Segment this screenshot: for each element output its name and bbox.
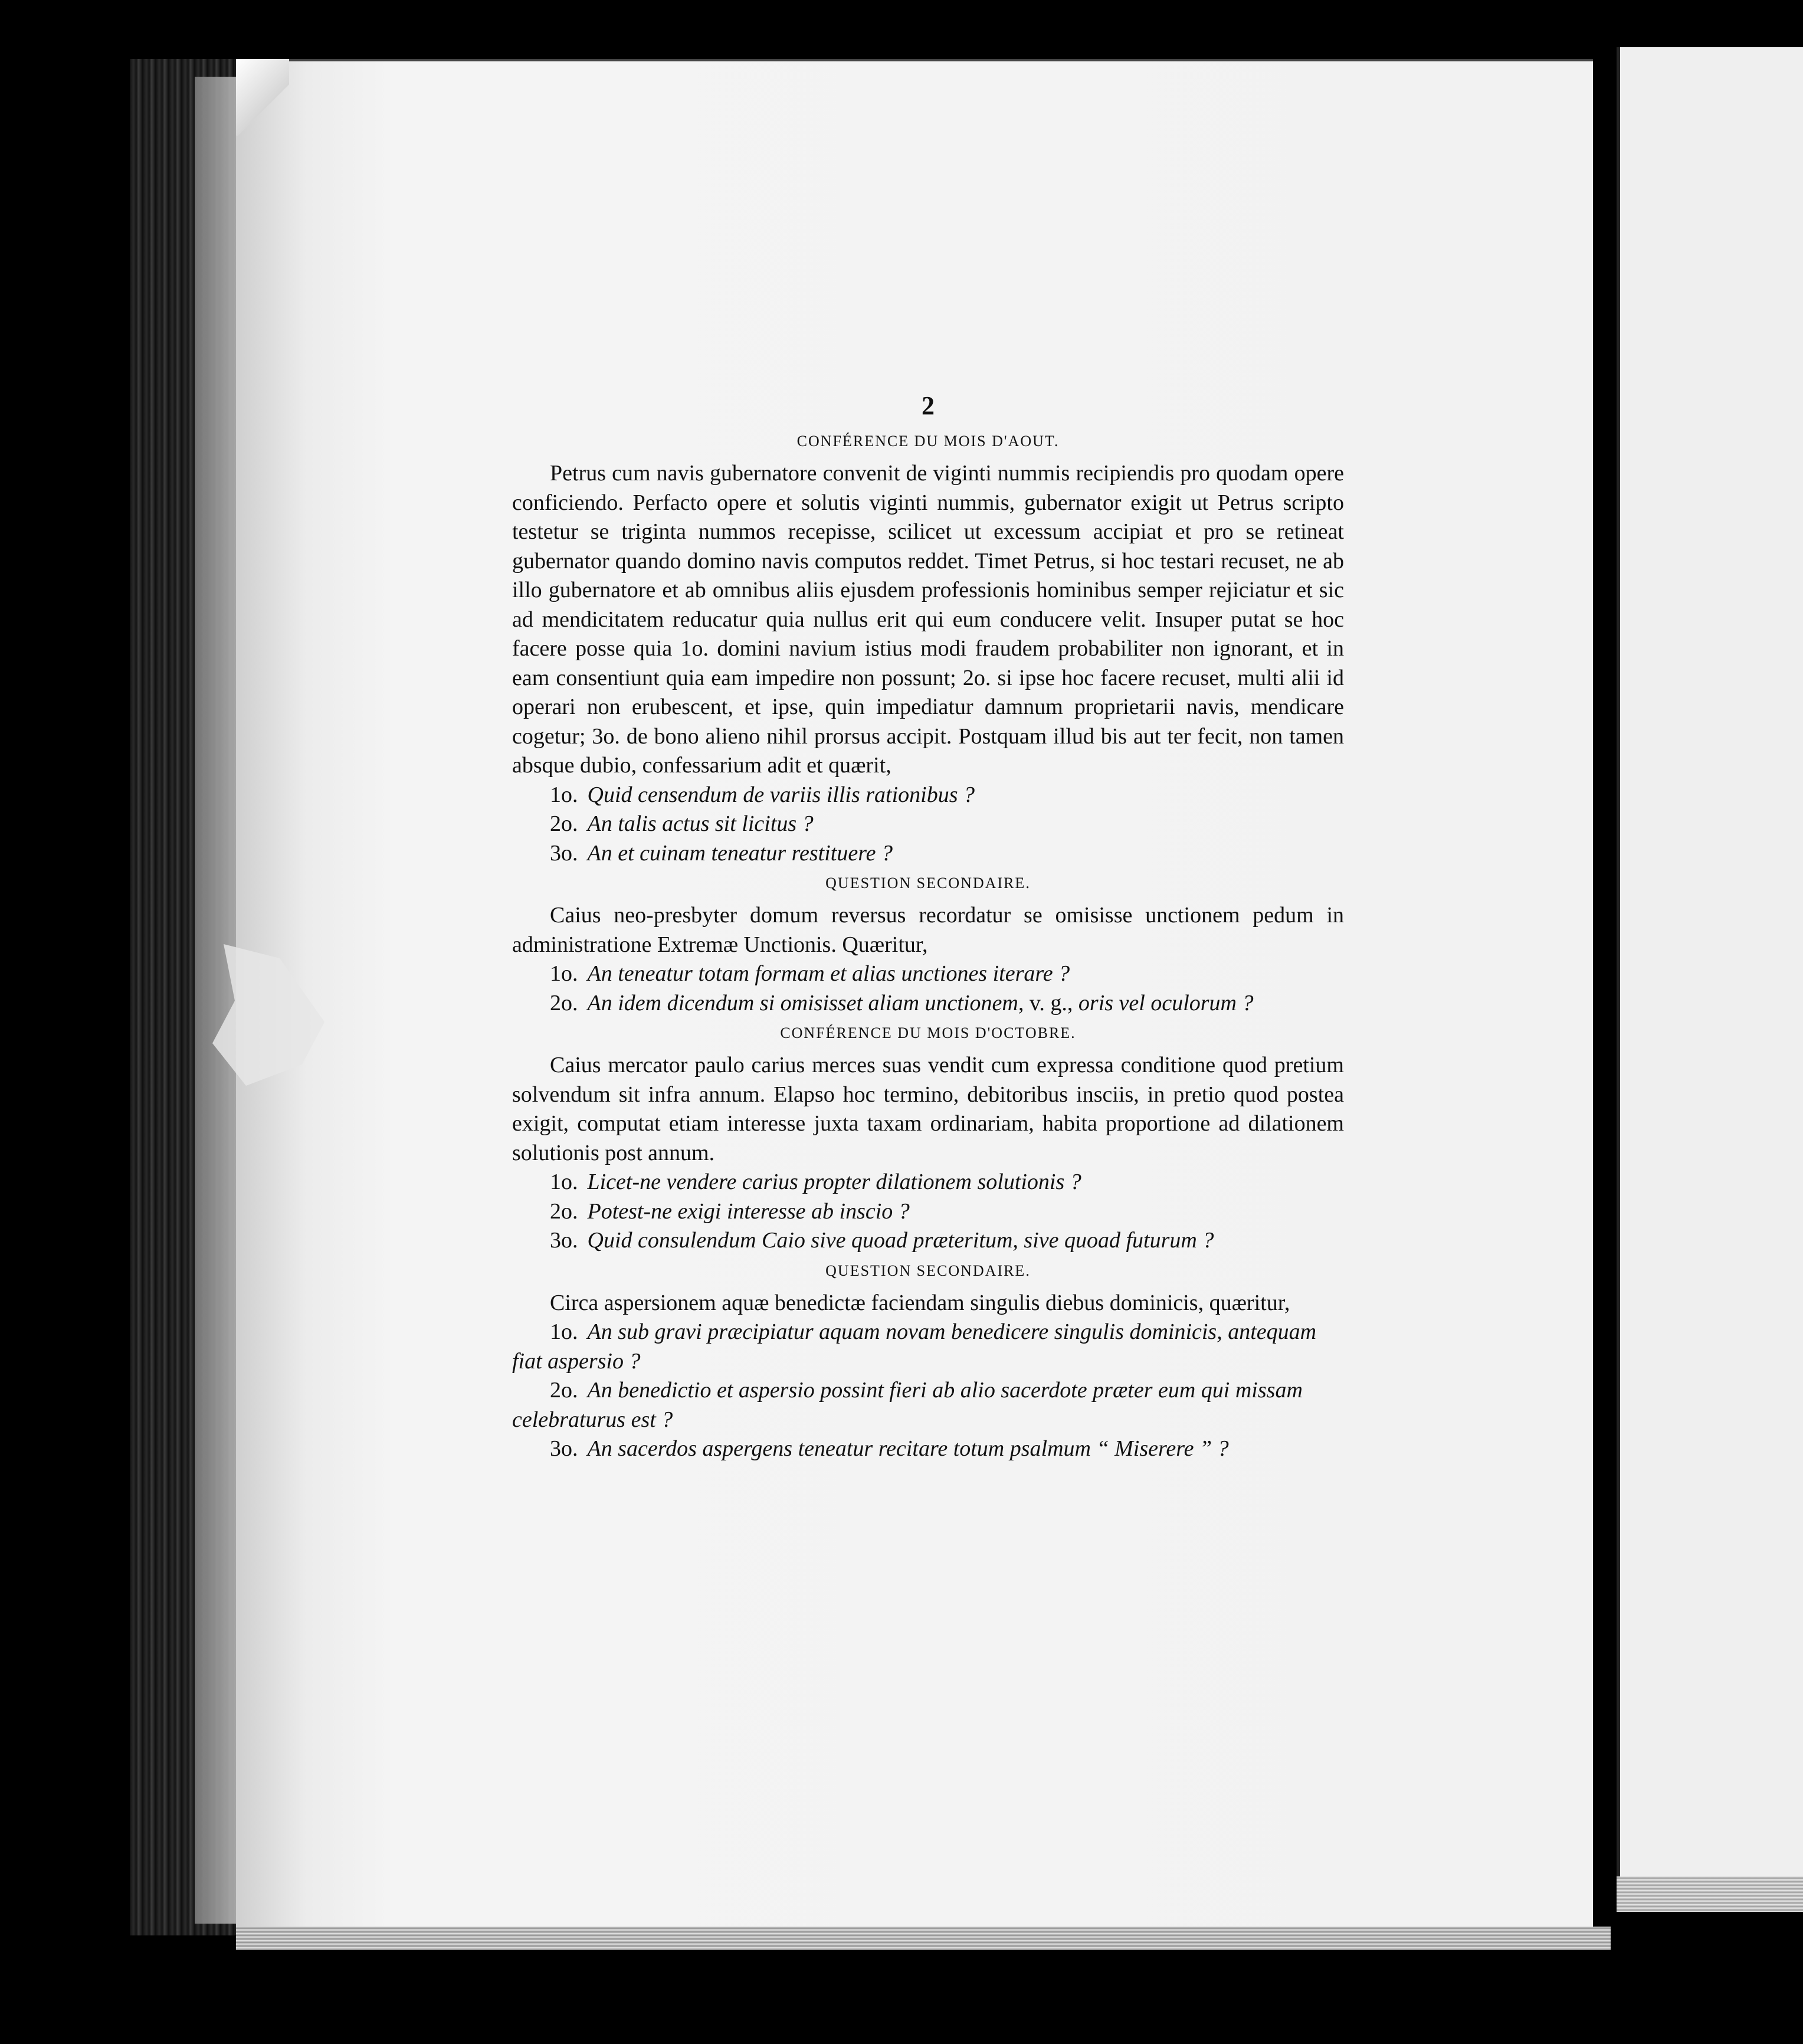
body-paragraph: Caius mercator paulo carius merces suas vendit cum expressa conditione quod pretium solvendum sit infra annum. Elapso hoc termino, debitoribus insciis, in pretio quod postea exigit, computat etiam interesse juxta taxam ordinariam, habita proportione ad dilationem solutionis post annum. <box>512 1053 1344 1165</box>
question-number: 3o. <box>550 840 578 866</box>
question-item <box>512 1226 1344 1256</box>
question-text: An et cuinam teneatur restituere ? <box>587 840 893 866</box>
question-item <box>512 810 1344 839</box>
question-item <box>512 1318 1344 1376</box>
adjacent-page <box>1617 47 1803 1912</box>
question-item <box>512 839 1344 869</box>
question-item <box>512 1197 1344 1227</box>
adjacent-page-edge <box>1617 1876 1803 1912</box>
page-bottom-edge <box>236 1927 1611 1950</box>
question-text: An teneatur totam formam et alias unctiones iterare ? <box>587 961 1070 986</box>
body-paragraph: Petrus cum navis gubernatore convenit de viginti nummis recipiendis pro quodam opere conficiendo. Perfacto opere et solutis viginti nummis, gubernator exigit ut Petrus scripto testetur se triginta nummos recepisse, scilicet ut excessum accipiat et pro se retineat gubernator quando domino navis computos reddet. Timet Petrus, si hoc testari recuset, ne ab illo gubernatore et ab omnibus aliis ejusdem professionis hominibus semper rejiciatur et sic ad mendicitatem reducatur quia nullus erit qui eum conducere velit. Insuper putat se hoc facere posse quia 1o. domini navium istius modi fraudem probabiliter non ignorant, et in eam consentiunt quia eam impedire non possunt; 2o. si ipse hoc facere recuset, multi alii id operari non erubescent, et ipse, quin impediatur damnum proprietarii navis, mendicare cogetur; 3o. de bono alieno nihil prorsus accipit. Postquam illud bis aut ter fecit, non tamen absque dubio, confessarium adit et quærit, <box>512 461 1344 778</box>
page-number: 2 <box>922 391 935 420</box>
section-heading: QUESTION SECONDAIRE. <box>825 874 1031 892</box>
question-number: 3o. <box>550 1228 578 1253</box>
question-text: An sacerdos aspergens teneatur recitare totum psalmum “ Miserere ” ? <box>587 1436 1229 1461</box>
question-text: Licet-ne vendere carius propter dilationem solutionis ? <box>587 1170 1081 1194</box>
body-paragraph: Caius neo-presbyter domum reversus recordatur se omisisse unctionem pedum in administratione Extremæ Unctionis. Quæritur, <box>512 903 1344 957</box>
question-text: An talis actus sit licitus ? <box>587 811 814 836</box>
section-heading: QUESTION SECONDAIRE. <box>825 1262 1031 1279</box>
question-abbrev: v. g., <box>1029 990 1073 1016</box>
page-text <box>512 389 1344 1464</box>
question-number: 1o. <box>550 961 578 986</box>
question-text: An sub gravi præcipiatur aquam novam benedicere singulis dominicis, antequam fiat aspersio ? <box>512 1319 1317 1374</box>
question-item <box>512 1168 1344 1197</box>
section-heading: CONFÉRENCE DU MOIS D'OCTOBRE. <box>780 1024 1076 1041</box>
question-number: 1o. <box>550 1319 578 1344</box>
question-number: 2o. <box>550 1198 578 1224</box>
question-number: 1o. <box>550 1170 578 1194</box>
question-number: 1o. <box>550 782 578 807</box>
question-number: 3o. <box>550 1436 578 1461</box>
question-item <box>512 989 1344 1018</box>
question-item <box>512 1434 1344 1464</box>
question-number: 2o. <box>550 1378 578 1403</box>
question-item <box>512 781 1344 810</box>
question-number: 2o. <box>550 990 578 1016</box>
question-text: An benedictio et aspersio possint fieri ab alio sacerdote præter eum qui missam celebraturus est ? <box>512 1378 1303 1432</box>
question-text: Quid censendum de variis illis rationibus ? <box>587 782 975 807</box>
question-text: An idem dicendum si omisisset aliam unctionem, <box>587 990 1024 1016</box>
question-number: 2o. <box>550 811 578 836</box>
section-heading: CONFÉRENCE DU MOIS D'AOUT. <box>796 433 1060 450</box>
body-paragraph: Circa aspersionem aquæ benedictæ faciendam singulis diebus dominicis, quæritur, <box>550 1290 1290 1315</box>
question-item <box>512 959 1344 989</box>
question-text: Potest-ne exigi interesse ab inscio ? <box>587 1198 910 1224</box>
page-corner-curl <box>236 59 289 136</box>
question-item <box>512 1376 1344 1434</box>
question-text: oris vel oculorum ? <box>1078 990 1254 1016</box>
question-text: Quid consulendum Caio sive quoad præteritum, sive quoad futurum ? <box>587 1228 1214 1253</box>
